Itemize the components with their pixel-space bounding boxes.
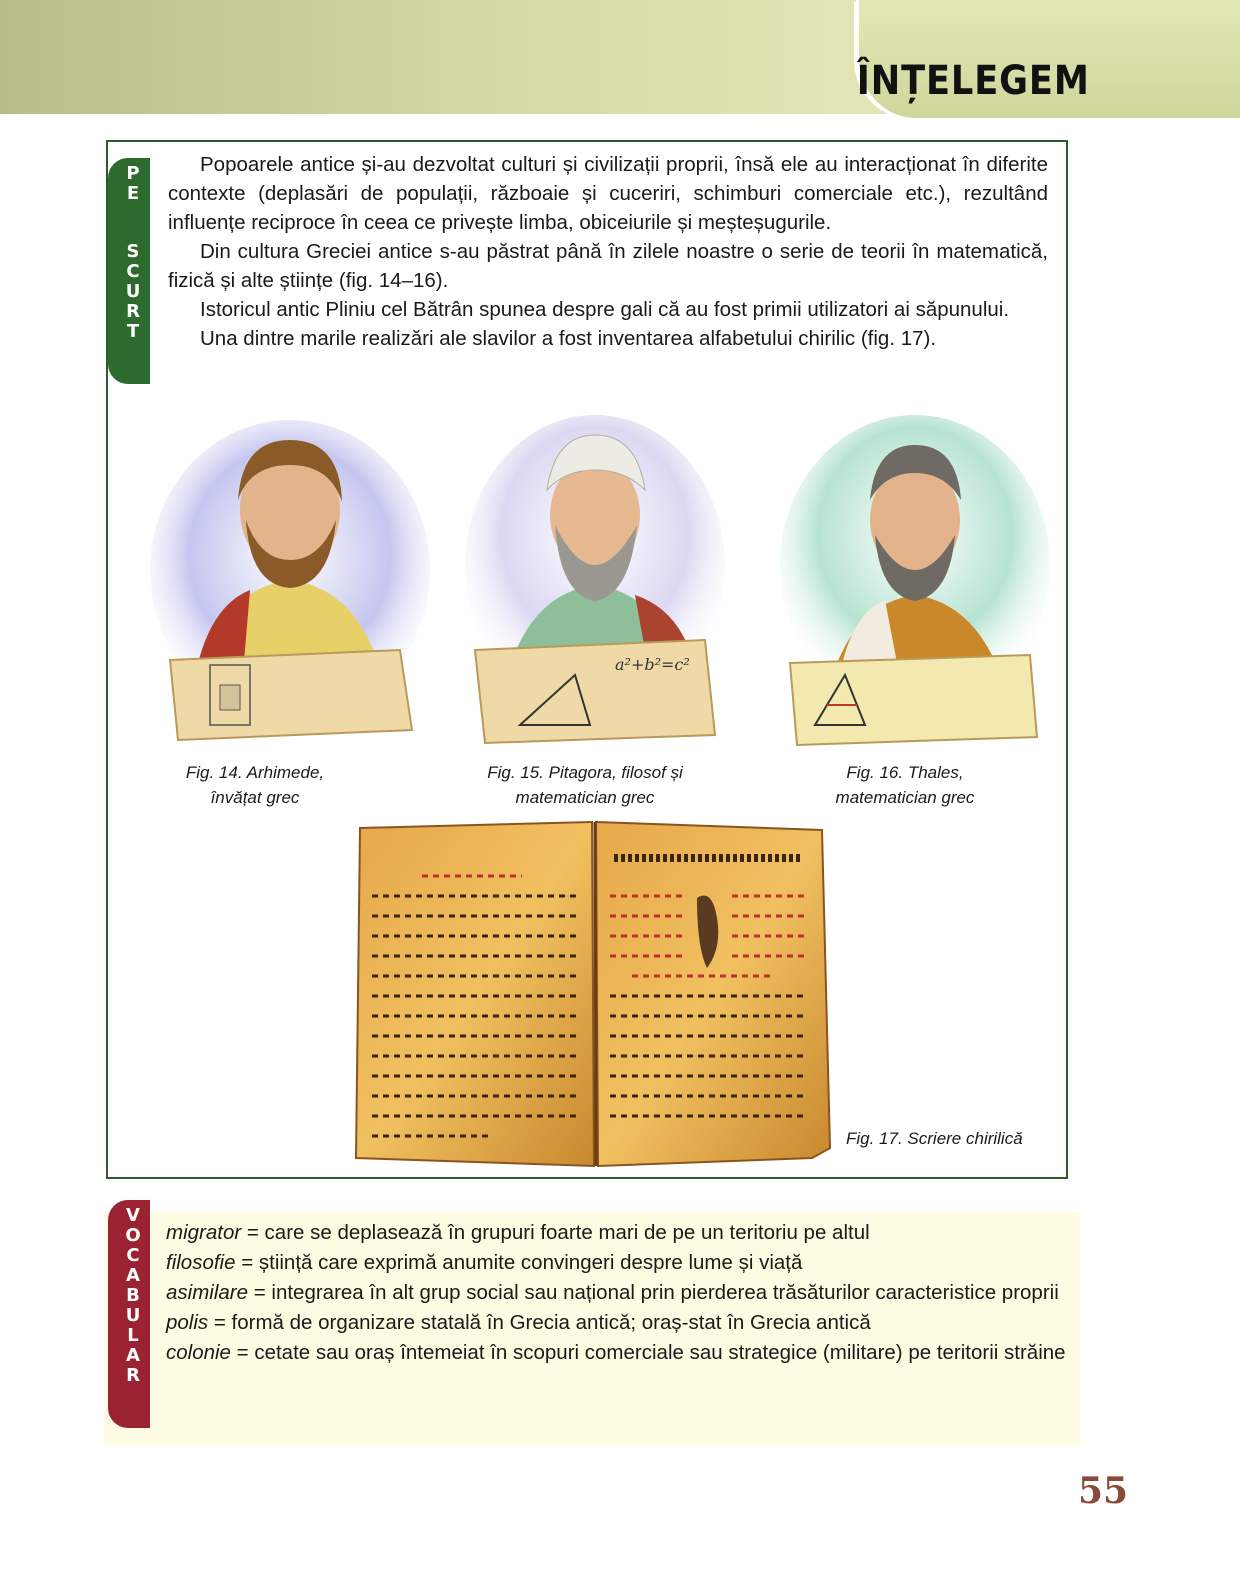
vocab-term: migrator <box>166 1221 242 1244</box>
paragraph: Istoricul antic Pliniu cel Bătrân spunea despre gali că au fost primii utilizatori ai săpunului. <box>200 298 1010 321</box>
vocab-entry <box>166 1278 1066 1308</box>
vocab-definition: = care se deplasează în grupuri foarte mari de pe un teritoriu pe altul <box>241 1221 870 1244</box>
fig17-caption: Fig. 17. Scriere chirilică <box>846 1129 1023 1148</box>
pe-scurt-tab <box>108 158 150 384</box>
vocabular-list <box>166 1218 1066 1368</box>
tab-letter: O <box>125 1225 141 1246</box>
vocab-term: asimilare <box>166 1281 249 1304</box>
section-title: ÎNȚELEGEM <box>857 58 1090 104</box>
svg-text:a²+b²=c²: a²+b²=c² <box>615 655 690 674</box>
vocab-definition: = integrarea în alt grup social sau național prin pierderea trăsăturilor caracteristice proprii <box>248 1281 1059 1304</box>
page-number: 55 <box>1078 1470 1129 1512</box>
arhimede-illustration <box>150 410 430 750</box>
vocab-entry <box>166 1308 1066 1338</box>
tab-letter: E <box>124 184 142 204</box>
vocab-entry <box>166 1338 1066 1368</box>
fig16-caption: Fig. 16. Thales, matematician grec <box>835 763 975 807</box>
tab-letter: U <box>125 1305 141 1326</box>
tab-letter: B <box>126 1285 140 1306</box>
paragraph: Una dintre marile realizări ale slavilor a fost inventarea alfabetului chirilic (fig. 17). <box>200 327 937 350</box>
pitagora-illustration <box>465 405 725 750</box>
paragraph: Popoarele antice și-au dezvoltat culturi și civilizații proprii, însă ele au interacționat în diferite contexte (deplasări de populații, războaie și cuceriri, schimburi comerciale etc.), rezultând influențe reciproce în ceea ce privește limba, obiceiurile și meșteșugurile. <box>168 153 1048 234</box>
vocab-definition: = formă de organizare statală în Grecia antică; oraș-stat în Grecia antică <box>208 1311 871 1334</box>
tab-letter: C <box>126 1245 140 1266</box>
tab-letter: S <box>124 242 142 262</box>
tab-letter: U <box>125 281 141 302</box>
cyrillic-manuscript-image <box>352 818 834 1170</box>
vocab-term: polis <box>166 1311 209 1334</box>
vocabular-tab <box>108 1200 150 1428</box>
vocab-term: filosofie <box>166 1251 236 1274</box>
tab-letter: R <box>126 1365 140 1386</box>
tab-letter: V <box>126 1205 140 1226</box>
vocab-term: colonie <box>166 1341 231 1364</box>
vocab-definition: = știință care exprimă anumite convingeri despre lume și viață <box>235 1251 803 1274</box>
tab-letter: A <box>126 1265 140 1286</box>
fig15-caption: Fig. 15. Pitagora, filosof și matematician grec <box>487 763 683 807</box>
vocab-entry <box>166 1218 1066 1248</box>
tab-letter: R <box>124 302 142 322</box>
tab-letter: A <box>126 1345 140 1366</box>
tab-letter: T <box>124 322 142 342</box>
vocab-entry <box>166 1248 1066 1278</box>
tab-letter: L <box>127 1325 139 1346</box>
paragraph: Din cultura Greciei antice s-au păstrat până în zilele noastre o serie de teorii în matematică, fizică și alte științe (fig. 14–16). <box>168 240 1048 292</box>
pe-scurt-text <box>168 150 1048 353</box>
vocab-definition: = cetate sau oraș întemeiat în scopuri comerciale sau strategice (militare) pe teritorii străine <box>230 1341 1066 1364</box>
tab-letter: C <box>124 262 142 282</box>
thales-illustration <box>775 405 1050 750</box>
tab-letter: P <box>124 164 142 184</box>
fig14-caption: Fig. 14. Arhimede, învățat grec <box>185 763 325 807</box>
